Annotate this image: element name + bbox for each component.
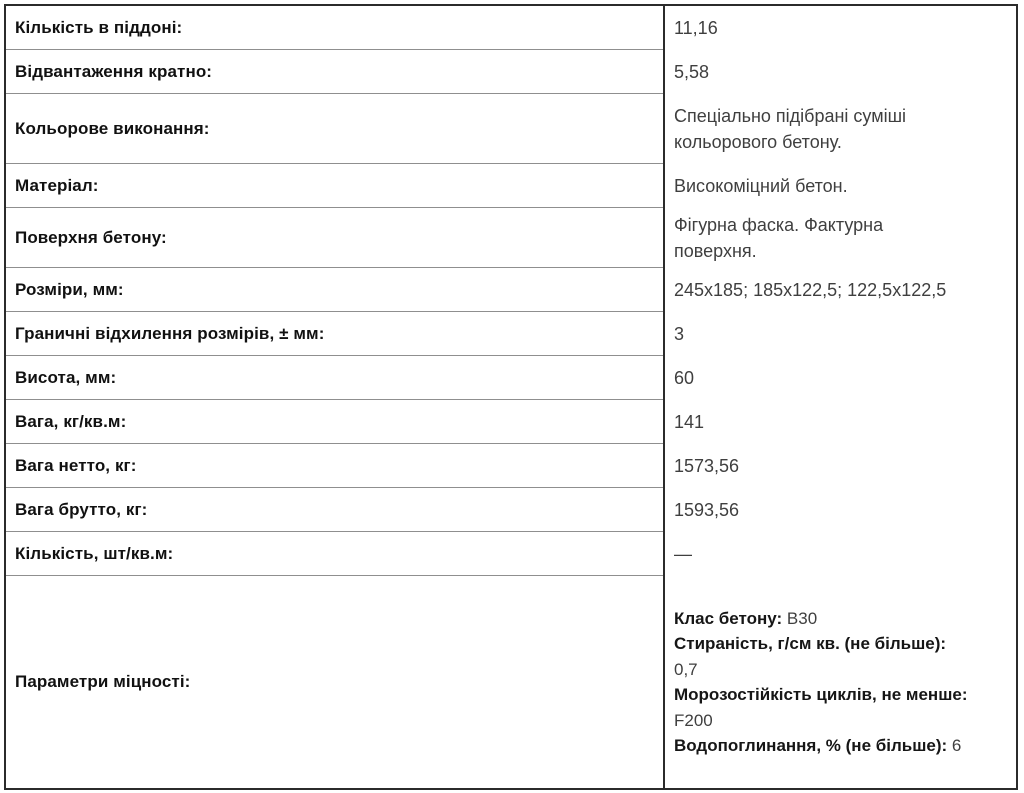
row-label: Розміри, мм:: [6, 268, 663, 312]
row-label: Матеріал:: [6, 164, 663, 208]
param-line: [674, 606, 974, 632]
row-value-text: 60: [674, 367, 695, 388]
row-value-text: Спеціально підібрані суміші кольорового бетону.: [674, 105, 907, 152]
row-label: Кольорове виконання:: [6, 94, 663, 164]
param-value: 6: [951, 736, 962, 755]
table-row: [6, 400, 1016, 444]
param-name: Клас бетону:: [674, 608, 783, 628]
table-row: [6, 6, 1016, 50]
row-label: Вага нетто, кг:: [6, 444, 663, 488]
table-row: [6, 164, 1016, 208]
row-value: [663, 50, 1016, 94]
row-label: Поверхня бетону:: [6, 208, 663, 268]
strength-params-block: [674, 606, 974, 759]
param-line: [674, 682, 974, 733]
table-row: [6, 532, 1016, 576]
row-label: Вага брутто, кг:: [6, 488, 663, 532]
row-value: [663, 532, 1016, 576]
row-value: [663, 208, 1016, 268]
row-value: [663, 6, 1016, 50]
param-name: Стираність, г/см кв. (не більше):: [674, 634, 947, 653]
param-value: 0,7: [674, 659, 698, 679]
param-line: [674, 631, 974, 682]
row-value-text: 1593,56: [674, 499, 740, 520]
param-name: Водопоглинання, % (не більше):: [674, 736, 948, 755]
table-row: [6, 50, 1016, 94]
row-value-text: Високоміцний бетон.: [674, 175, 848, 196]
param-name: Морозостійкість циклів, не менше:: [674, 685, 968, 704]
row-label: Граничні відхилення розмірів, ± мм:: [6, 312, 663, 356]
row-value: [663, 444, 1016, 488]
row-value-text: 3: [674, 323, 685, 344]
row-label: Висота, мм:: [6, 356, 663, 400]
row-label: Параметри міцності:: [15, 672, 191, 691]
table-row: [6, 576, 1016, 788]
param-line: [674, 733, 974, 759]
row-value: [663, 576, 1016, 788]
row-label: Вага, кг/кв.м:: [6, 400, 663, 444]
row-value-text: —: [674, 543, 692, 564]
table-row: [6, 312, 1016, 356]
row-label: Кількість в піддоні:: [6, 6, 663, 50]
row-value: [663, 94, 1016, 164]
row-value: [663, 268, 1016, 312]
table-row: [6, 94, 1016, 164]
row-value-text: 141: [674, 411, 705, 432]
table-row: [6, 444, 1016, 488]
row-value-text: 245x185; 185x122,5; 122,5x122,5: [674, 279, 947, 300]
table-row: [6, 356, 1016, 400]
row-value: [663, 356, 1016, 400]
row-value: [663, 312, 1016, 356]
table-row: [6, 268, 1016, 312]
row-value: [663, 164, 1016, 208]
table-row: [6, 488, 1016, 532]
row-value-text: 5,58: [674, 61, 710, 82]
table-row: [6, 208, 1016, 268]
spec-table: [4, 4, 1018, 790]
row-label: Кількість, шт/кв.м:: [6, 532, 663, 576]
row-value-text: Фігурна фаска. Фактурна поверхня.: [674, 214, 884, 261]
row-value: [663, 400, 1016, 444]
param-value: B30: [786, 608, 818, 628]
row-value-text: 11,16: [674, 17, 718, 38]
row-value: [663, 488, 1016, 532]
param-value: F200: [674, 710, 713, 730]
row-value-text: 1573,56: [674, 455, 740, 476]
row-label: Відвантаження кратно:: [6, 50, 663, 94]
